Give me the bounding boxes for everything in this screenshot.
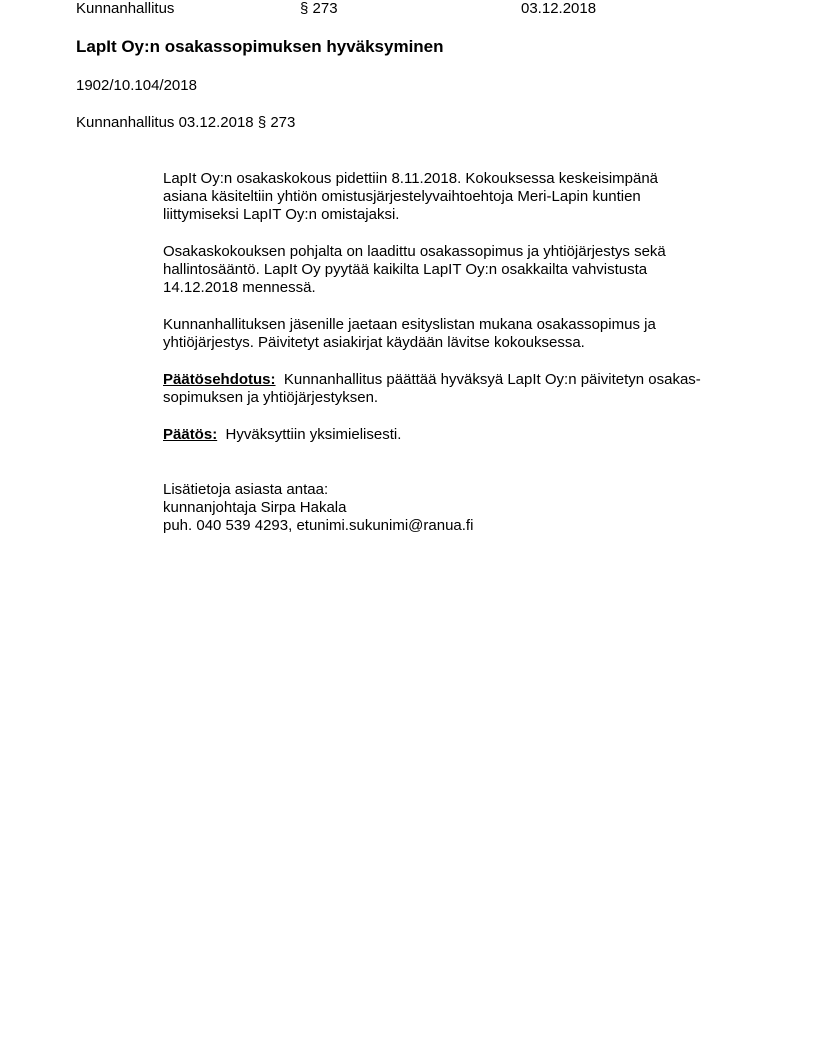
paragraph-line: Osakaskokouksen pohjalta on laadittu osakassopimus ja yhtiöjärjestys sekä xyxy=(163,243,666,260)
paragraph-line: LapIt Oy:n osakaskokous pidettiin 8.11.2018. Kokouksessa keskeisimpänä xyxy=(163,170,659,187)
header-section-number: § 273 xyxy=(300,0,338,17)
contact-info xyxy=(163,481,753,535)
paragraph-osakassopimus xyxy=(163,243,753,297)
proposal-text-line2: sopimuksen ja yhtiöjärjestyksen. xyxy=(163,389,379,406)
contact-intro: Lisätietoja asiasta antaa: xyxy=(163,481,329,498)
paragraph-line: Kunnanhallituksen jäsenille jaetaan esityslistan mukana osakassopimus ja xyxy=(163,316,656,333)
meeting-reference: Kunnanhallitus 03.12.2018 § 273 xyxy=(76,114,296,131)
case-number: 1902/10.104/2018 xyxy=(76,77,197,94)
page-header xyxy=(76,0,776,18)
document-body xyxy=(163,170,753,535)
paragraph-line: hallintosääntö. LapIt Oy pyytää kaikilta LapIT Oy:n osakkailta vahvistusta xyxy=(163,261,648,278)
paragraph-asiakirjat xyxy=(163,316,753,352)
decision-proposal xyxy=(163,371,753,407)
paragraph-line: yhtiöjärjestys. Päivitetyt asiakirjat käydään lävitse kokouksessa. xyxy=(163,334,585,351)
header-body-name: Kunnanhallitus xyxy=(76,0,175,17)
proposal-label: Päätösehdotus: xyxy=(163,371,276,388)
paragraph-line: 14.12.2018 mennessä. xyxy=(163,279,316,296)
contact-name: kunnanjohtaja Sirpa Hakala xyxy=(163,499,347,516)
paragraph-line: liittymiseksi LapIT Oy:n omistajaksi. xyxy=(163,206,400,223)
paragraph-osakaskokous xyxy=(163,170,753,224)
paragraph-line: asiana käsiteltiin yhtiön omistusjärjestelyvaihtoehtoja Meri-Lapin kuntien xyxy=(163,188,641,205)
decision xyxy=(163,426,753,444)
decision-label: Päätös: xyxy=(163,426,218,443)
decision-text: Hyväksyttiin yksimielisesti. xyxy=(225,426,402,443)
document-title: LapIt Oy:n osakassopimuksen hyväksyminen xyxy=(76,37,444,56)
proposal-text-line1: Kunnanhallitus päättää hyväksyä LapIt Oy:n päivitetyn osakas- xyxy=(283,371,701,388)
contact-details: puh. 040 539 4293, etunimi.sukunimi@ranua.fi xyxy=(163,517,474,534)
header-date: 03.12.2018 xyxy=(521,0,597,17)
